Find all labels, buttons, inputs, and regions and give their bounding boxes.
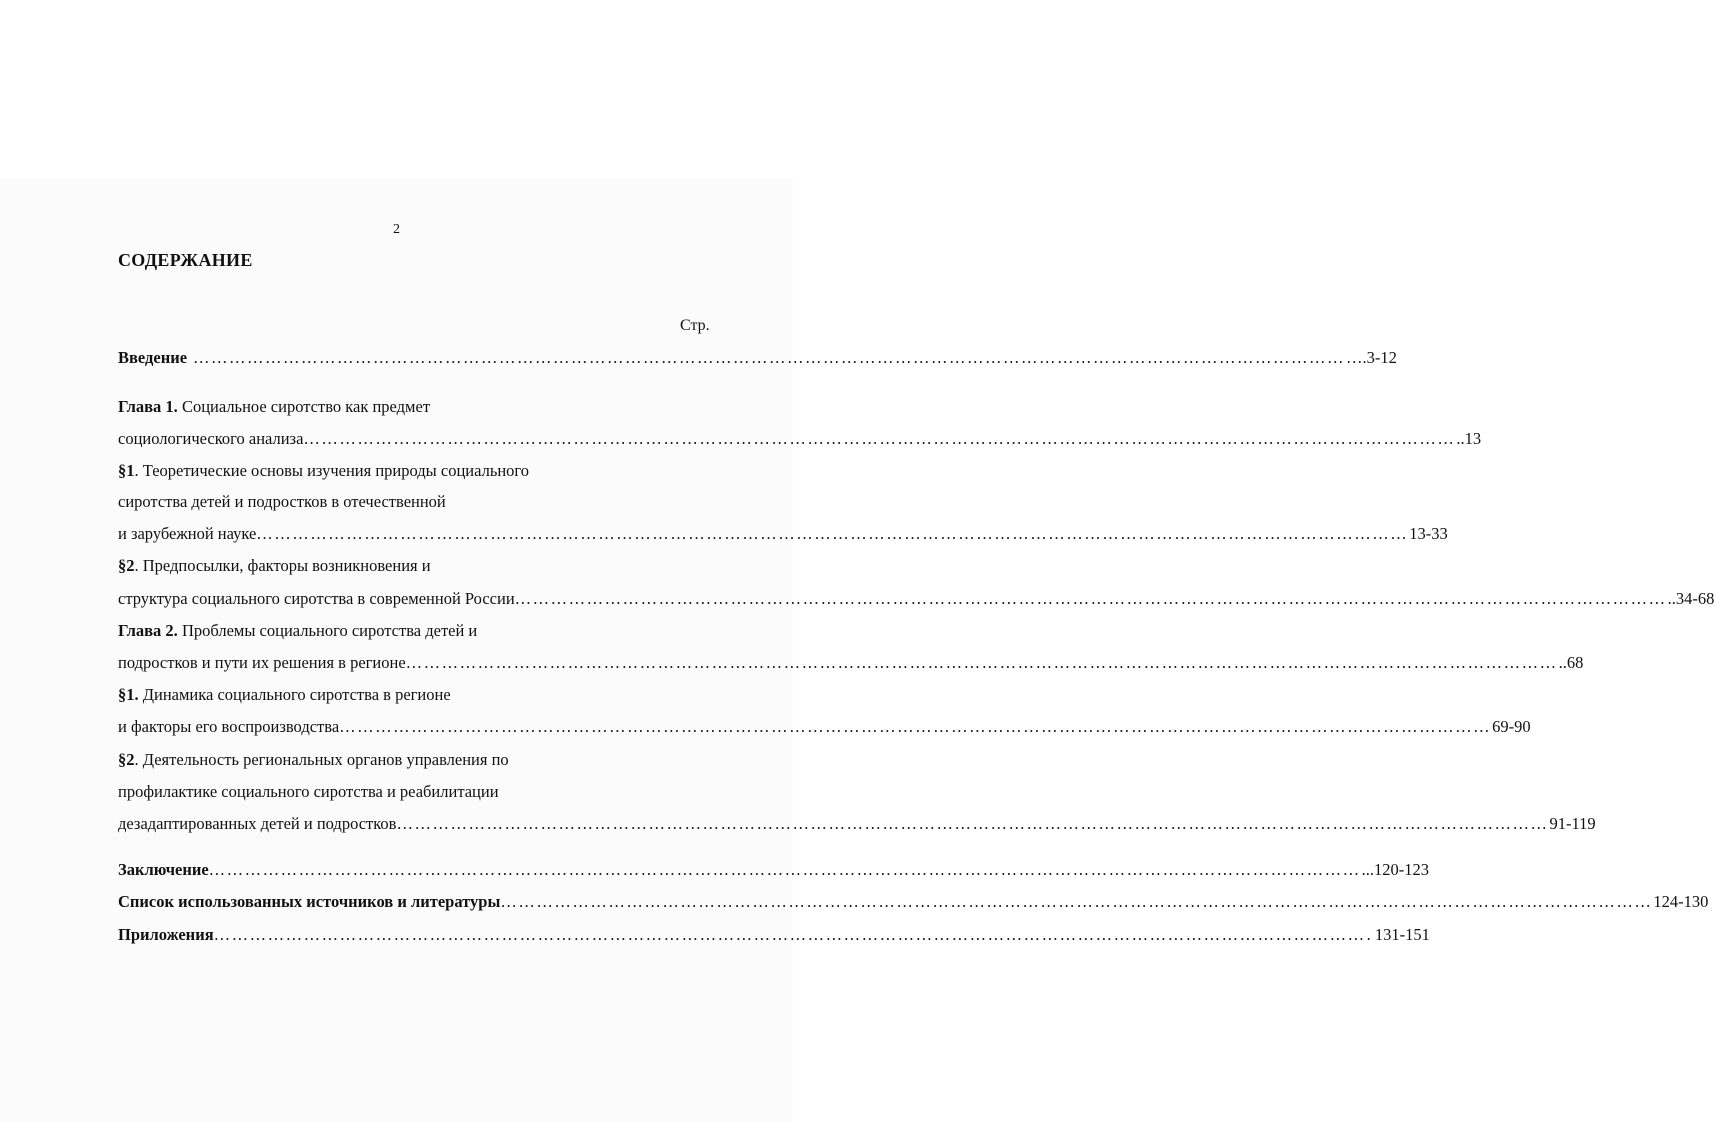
toc-entry-sources-label: Список использованных источников и литературы [118, 892, 501, 911]
toc-chapter-1-title-cont: социологического анализа [118, 429, 304, 448]
toc-chapter-1-line-1 [118, 396, 430, 418]
toc-ch1-section-2-number: §2 [118, 556, 135, 575]
toc-ch1-section-2-line-1 [118, 555, 431, 577]
toc-chapter-1-number: Глава 1. [118, 397, 178, 416]
toc-ch2-section-2-line-1 [118, 749, 509, 771]
toc-ch1-section-2-title-cont: структура социального сиротства в современной России [118, 589, 515, 608]
toc-chapter-1-page: ..13 [1456, 429, 1482, 448]
toc-chapter-2-title: Проблемы социального сиротства детей и [177, 621, 478, 640]
toc-ch1-section-1-number: §1 [118, 461, 135, 480]
toc-ch2-section-2-title: . Деятельность региональных органов управления по [134, 750, 509, 769]
toc-entry-conclusion-page: ...120-123 [1361, 860, 1430, 879]
toc-ch1-section-1-line-1 [118, 460, 529, 482]
toc-entry-conclusion-label: Заключение [118, 860, 209, 879]
toc-chapter-2-title-cont: подростков и пути их решения в регионе [118, 653, 406, 672]
leader-dots: ………………………………………………………………………………………………………………………………………………………………………… [339, 717, 1492, 736]
leader-dots: ………………………………………………………………………………………………………………………………………………………………………… [213, 925, 1366, 944]
toc-ch2-section-2-title-cont: дезадаптированных детей и подростков [118, 814, 397, 833]
toc-chapter-2-line-1 [118, 620, 477, 642]
toc-chapter-2-line-2 [118, 652, 1584, 674]
toc-entry-sources-page: 124-130 [1653, 892, 1709, 911]
leader-dots: ………………………………………………………………………………………………………………………………………………………………………… [514, 589, 1667, 608]
toc-entry-appendices-label: Приложения [118, 925, 214, 944]
toc-ch1-section-1-line-2: сиротства детей и подростков в отечественной [118, 492, 446, 511]
leader-dots: ………………………………………………………………………………………………………………………………………………………………………… [208, 860, 1361, 879]
toc-chapter-2-page: ..68 [1558, 653, 1584, 672]
toc-ch1-section-1-page: 13-33 [1409, 524, 1448, 543]
leader-dots: ………………………………………………………………………………………………………………………………………………………………………… [396, 814, 1549, 833]
toc-chapter-1-line-2 [118, 428, 1482, 450]
toc-ch2-section-2-line-3 [118, 813, 1596, 835]
toc-entry-appendices-page: . 131-151 [1366, 925, 1430, 944]
toc-ch2-section-1-title-cont: и факторы его воспроизводства [118, 717, 340, 736]
toc-entry-intro-label: Введение [118, 348, 188, 367]
toc-ch1-section-2-page: ..34-68 [1667, 589, 1714, 608]
toc-ch2-section-1-line-1 [118, 684, 451, 706]
toc-ch2-section-2-line-2: профилактике социального сиротства и реабилитации [118, 782, 499, 801]
toc-ch1-section-2-title: . Предпосылки, факторы возникновения и [134, 556, 431, 575]
toc-ch1-section-1-title: . Теоретические основы изучения природы социального [134, 461, 530, 480]
toc-ch2-section-1-line-2 [118, 716, 1531, 738]
toc-ch2-section-2-number: §2 [118, 750, 135, 769]
toc-entry-intro [118, 347, 1397, 369]
toc-ch2-section-1-page: 69-90 [1492, 717, 1531, 736]
toc-ch1-section-1-title-cont: и зарубежной науке [118, 524, 257, 543]
toc-chapter-2-number: Глава 2. [118, 621, 178, 640]
toc-ch1-section-1-line-3 [118, 523, 1448, 545]
toc-entry-appendices [118, 924, 1430, 946]
toc-entry-conclusion [118, 859, 1430, 881]
toc-ch2-section-2-page: 91-119 [1549, 814, 1596, 833]
leader-dots: ………………………………………………………………………………………………………………………………………………………………………… [405, 653, 1558, 672]
leader-dots: ………………………………………………………………………………………………………………………………………………………………………… [500, 892, 1653, 911]
pages-column-label: Стр. [680, 317, 710, 334]
page-number: 2 [393, 222, 400, 237]
page-title: СОДЕРЖАНИЕ [118, 250, 253, 270]
toc-entry-sources [118, 891, 1709, 913]
toc-ch2-section-1-number: §1. [118, 685, 139, 704]
toc-ch1-section-2-line-2 [118, 588, 1714, 610]
toc-ch2-section-1-title: Динамика социального сиротства в регионе [138, 685, 451, 704]
toc-entry-intro-page: ….3-12 [1346, 348, 1397, 367]
scan-background [0, 178, 793, 1122]
leader-dots: ………………………………………………………………………………………………………………………………………………………………………… [193, 348, 1346, 367]
leader-dots: ………………………………………………………………………………………………………………………………………………………………………… [303, 429, 1456, 448]
leader-dots: ………………………………………………………………………………………………………………………………………………………………………… [256, 524, 1409, 543]
toc-chapter-1-title: Социальное сиротство как предмет [177, 397, 431, 416]
